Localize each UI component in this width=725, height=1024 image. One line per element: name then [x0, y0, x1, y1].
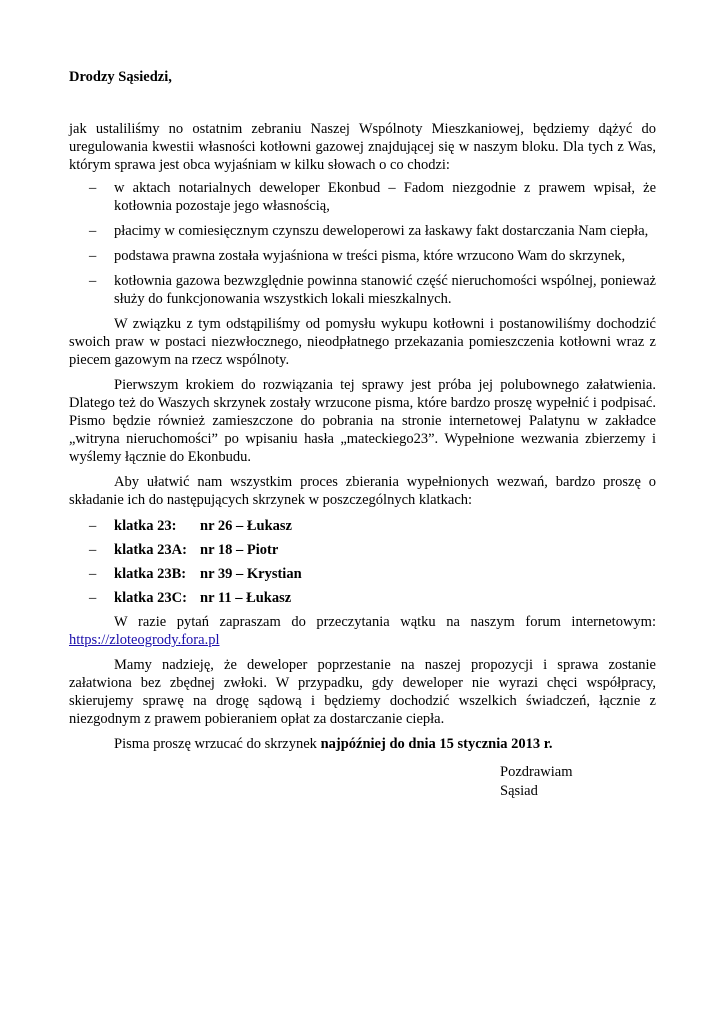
dash-bullet: – [89, 248, 97, 264]
list-item-text: kotłownia gazowa bezwzględnie powinna stanowić część nieruchomości wspólnej, ponieważ służy do funkcjonowania wszystkich lokali mieszkalnych. [114, 273, 656, 307]
list-item [69, 179, 656, 215]
dash-bullet: – [89, 518, 97, 534]
paragraph-first-step: Pierwszym krokiem do rozwiązania tej sprawy jest próba jej polubownego załatwienia. Dlatego też do Waszych skrzynek zostały wrzucone pisma, które bardzo proszę wypełnić i podpisać. Pismo będzie również zamieszczone do pobrania na stronie internetowej Palatynu w zakładce „witryna nieruchomości” po wpisaniu hasła „mateckiego23”. Wypełnione wezwania zbierzemy i wyślemy łącznie do Ekonbudu. [69, 377, 656, 465]
deadline-prefix: Pisma proszę wrzucać do skrzynek [114, 736, 321, 752]
mailbox-number: nr 18 – Piotr [200, 542, 279, 558]
list-item-text: płacimy w comiesięcznym czynszu deweloperowi za łaskawy fakt dostarczania Nam ciepła, [114, 223, 649, 239]
closing-line: Pozdrawiam [500, 764, 573, 780]
paragraph-collection: Aby ułatwić nam wszystkim proces zbierania wypełnionych wezwań, bardzo proszę o składanie ich do następujących skrzynek w poszczególnych klatkach: [69, 474, 656, 508]
forum-link[interactable]: https://zloteogrody.fora.pl [69, 632, 220, 648]
paragraph-questions [69, 613, 656, 649]
questions-text: W razie pytań zapraszam do przeczytania wątku na naszym forum internetowym: [114, 614, 656, 630]
mailbox-number: nr 11 – Łukasz [200, 590, 292, 606]
signature-block [500, 763, 572, 801]
dash-bullet: – [89, 273, 97, 289]
staircase-label: klatka 23A: [114, 542, 187, 558]
list-item [69, 222, 656, 240]
intro-paragraph: jak ustaliliśmy no ostatnim zebraniu Naszej Wspólnoty Mieszkaniowej, będziemy dążyć do uregulowania kwestii własności kotłowni gazowej znajdującej się w naszym bloku. Dla tych z Was, którym sprawa jest obca wyjaśniam w kilku słowach o co chodzi: [69, 121, 656, 173]
dash-bullet: – [89, 542, 97, 558]
issue-list [69, 179, 656, 308]
paragraph-decision: W związku z tym odstąpiliśmy od pomysłu wykupu kotłowni i postanowiliśmy dochodzić swoich praw w postaci niezwłocznego, nieodpłatnego przekazania pomieszczenia kotłowni wraz z piecem gazowym na rzecz wspólnoty. [69, 316, 656, 368]
paragraph-deadline [69, 735, 656, 753]
list-item [69, 272, 656, 308]
staircase-label: klatka 23C: [114, 590, 187, 606]
mailbox-number: nr 39 – Krystian [200, 566, 302, 582]
list-item-text: podstawa prawna została wyjaśniona w treści pisma, które wrzucono Wam do skrzynek, [114, 248, 626, 264]
list-item-text: w aktach notarialnych deweloper Ekonbud – Fadom niezgodnie z prawem wpisał, że kotłownia pozostaje jego własnością, [114, 180, 656, 214]
dash-bullet: – [89, 223, 97, 239]
mailbox-item [69, 541, 656, 559]
list-item [69, 247, 656, 265]
paragraph-hope: Mamy nadzieję, że deweloper poprzestanie na naszej propozycji i sprawa zostanie załatwiona bez zbędnej zwłoki. W przypadku, gdy deweloper nie wyrazi chęci współpracy, skierujemy sprawę na drogę sądową i będziemy dochodzić wszelkich świadczeń, łącznie z niezgodnym z prawem pobieraniem opłat za dostarczanie ciepła. [69, 657, 656, 727]
letter-page [69, 60, 656, 799]
staircase-label: klatka 23B: [114, 566, 187, 582]
mailbox-list [69, 517, 656, 607]
greeting: Drodzy Sąsiedzi, [69, 69, 172, 85]
deadline-date: najpóźniej do dnia 15 stycznia 2013 r. [320, 736, 553, 752]
dash-bullet: – [89, 180, 97, 196]
staircase-label: klatka 23: [114, 518, 177, 534]
mailbox-item [69, 517, 656, 535]
mailbox-item [69, 565, 656, 583]
mailbox-item [69, 589, 656, 607]
signature-name: Sąsiad [500, 783, 538, 799]
dash-bullet: – [89, 590, 97, 606]
dash-bullet: – [89, 566, 97, 582]
mailbox-number: nr 26 – Łukasz [200, 518, 292, 534]
